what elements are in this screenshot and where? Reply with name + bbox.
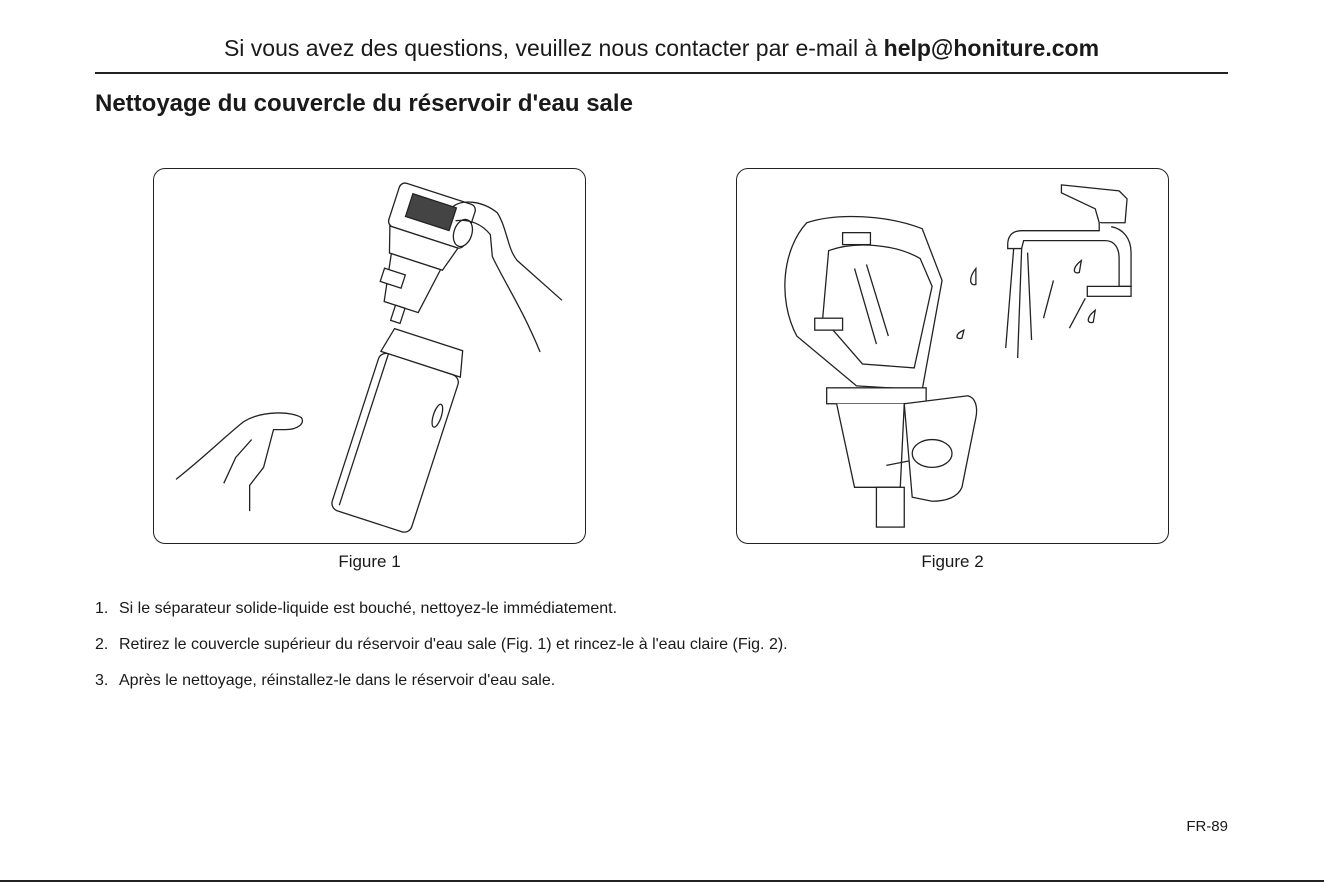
step-number: 3. <box>95 672 109 689</box>
page-number: FR-89 <box>1186 818 1228 835</box>
list-item <box>95 598 788 634</box>
water-tank <box>330 327 468 534</box>
header-text: Si vous avez des questions, veuillez nous contacter par e-mail à <box>223 35 884 61</box>
step-number: 2. <box>95 636 109 653</box>
rinsing-lid-drawing <box>737 169 1168 543</box>
figure-2-caption: Figure 2 <box>921 552 984 571</box>
contact-email[interactable]: help@honiture.com <box>883 35 1100 61</box>
perforated-filter <box>904 396 976 501</box>
page-header <box>95 30 1228 74</box>
left-hand <box>176 413 302 511</box>
water-stream <box>957 249 1095 358</box>
step-number: 1. <box>95 600 109 617</box>
figure-2-illustration <box>736 168 1169 544</box>
page-title: Nettoyage du couvercle du réservoir d'eau sale <box>95 90 633 117</box>
lid-assembly <box>359 182 480 336</box>
figure-1-caption: Figure 1 <box>338 552 401 571</box>
step-text: Si le séparateur solide-liquide est bouché, nettoyez-le immédiatement. <box>119 600 618 617</box>
faucet <box>1008 185 1131 296</box>
tank-lid-removal-drawing <box>154 169 585 543</box>
bottom-divider <box>0 880 1324 882</box>
step-text: Après le nettoyage, réinstallez-le dans le réservoir d'eau sale. <box>119 672 556 689</box>
list-item <box>95 670 788 706</box>
step-text: Retirez le couvercle supérieur du réservoir d'eau sale (Fig. 1) et rincez-le à l'eau claire (Fig. 2). <box>119 636 788 653</box>
instruction-list <box>95 598 788 706</box>
list-item <box>95 634 788 670</box>
figure-1-illustration <box>153 168 586 544</box>
